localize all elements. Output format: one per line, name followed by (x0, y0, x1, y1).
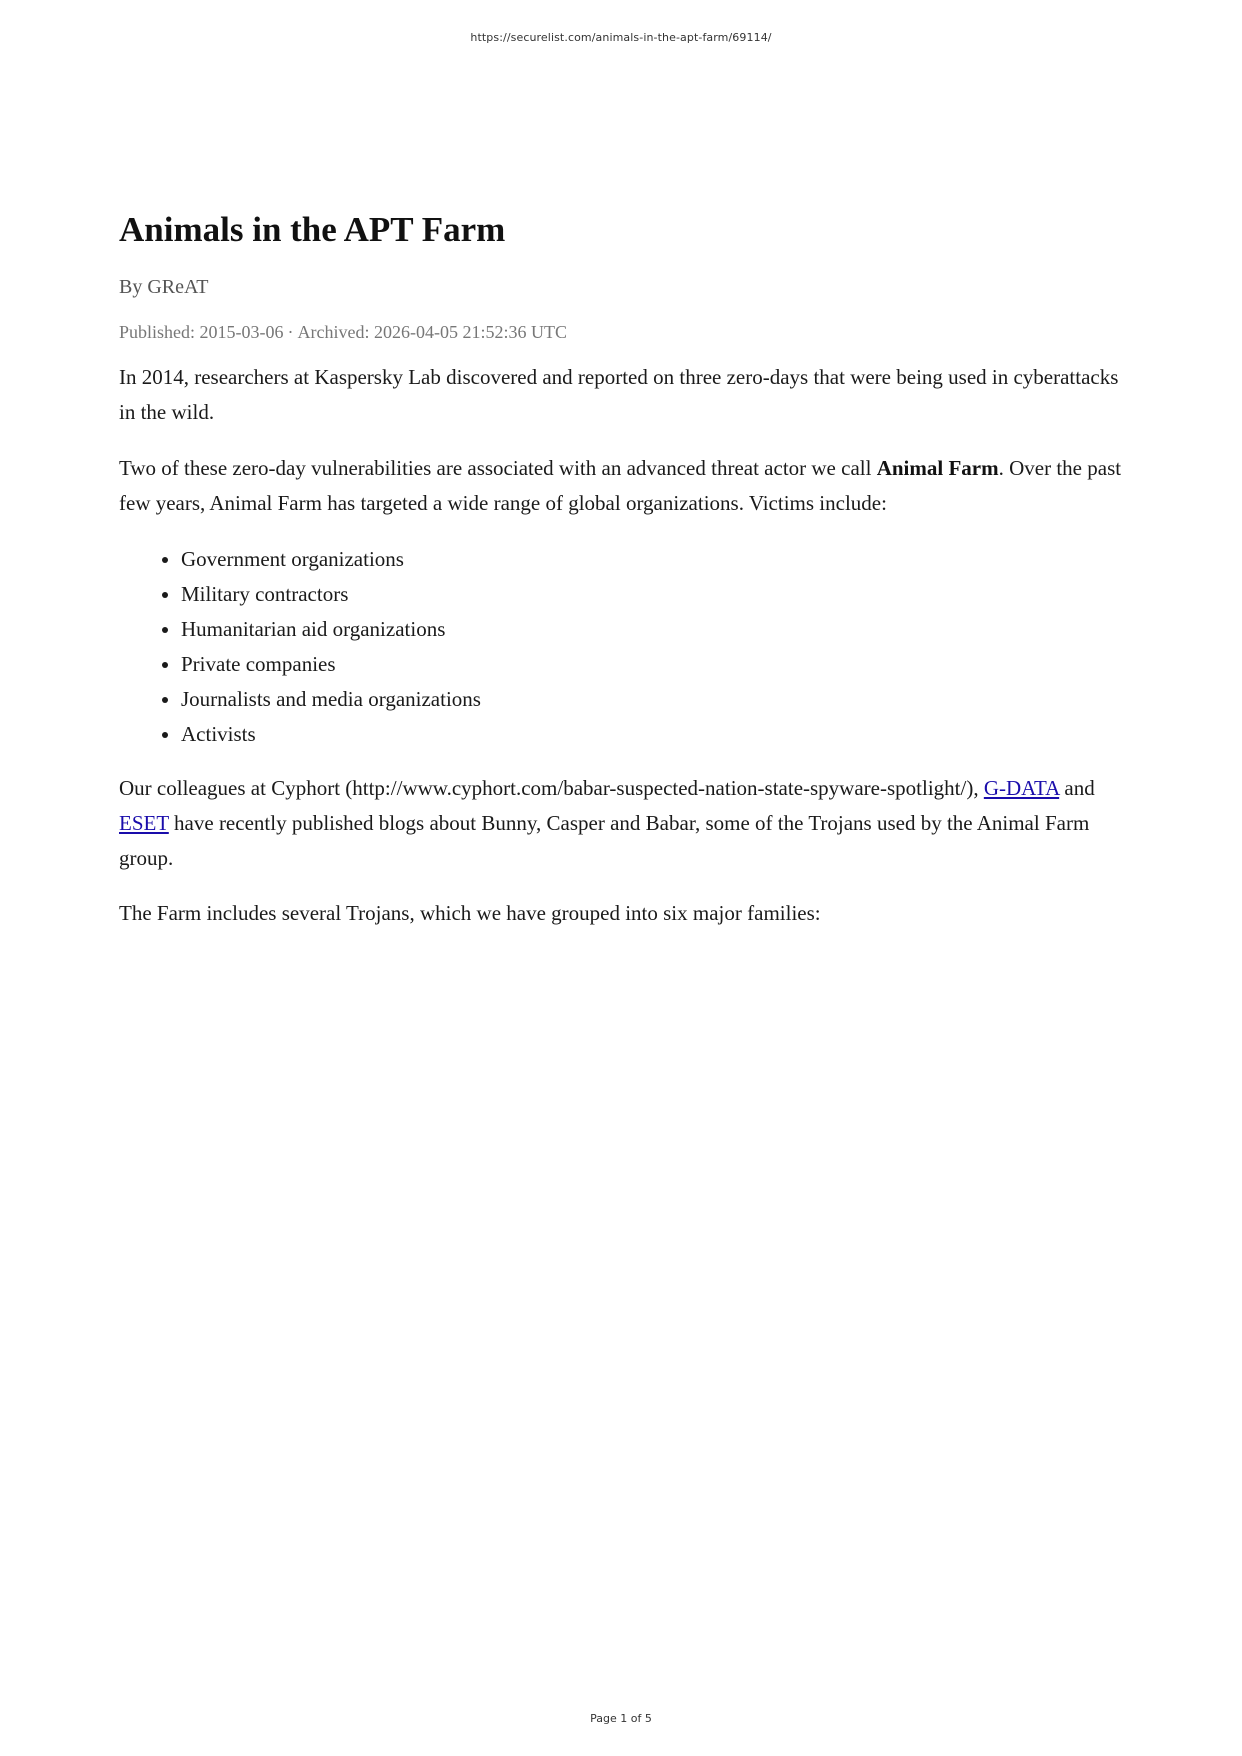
paragraph-animal-farm-before: Two of these zero-day vulnerabilities are associated with an advanced threat actor we call (119, 456, 877, 480)
published-date: Published: 2015-03-06 (119, 322, 284, 342)
paragraph-animal-farm-after: . Over the past few years, Animal Farm has targeted a wide range of global organizations. Victims include: (119, 456, 1122, 515)
list-item: • Military contractors (181, 577, 1129, 612)
article (119, 208, 1129, 931)
paragraph-colleagues-between: and (1059, 776, 1095, 800)
g-data-link[interactable]: G-DATA (983, 776, 1060, 800)
paragraph-colleagues-before: Our colleagues at Cyphort (http://www.cyphort.com/babar-suspected-nation-state-spyware-spotlight/), (119, 776, 984, 800)
page-url-header: https://securelist.com/animals-in-the-apt-farm/69114/ (470, 31, 772, 44)
list-item: • Government organizations (181, 542, 1129, 577)
archived-date: Archived: 2026-04-05 21:52:36 UTC (297, 322, 567, 342)
meta-separator: · (287, 322, 294, 342)
article-title: Animals in the APT Farm (119, 210, 506, 249)
victims-list (119, 542, 1129, 752)
paragraph-animal-farm (119, 451, 1129, 521)
list-item: • Humanitarian aid organizations (181, 612, 1129, 647)
article-meta (119, 320, 1129, 344)
paragraph-families: The Farm includes several Trojans, which we have grouped into six major families: (119, 901, 821, 925)
paragraph-colleagues (119, 771, 1129, 876)
animal-farm-bold: Animal Farm (876, 456, 999, 480)
list-item: • Private companies (181, 647, 1129, 682)
list-item: • Activists (181, 717, 1129, 752)
list-item: • Journalists and media organizations (181, 682, 1129, 717)
paragraph-intro: In 2014, researchers at Kaspersky Lab discovered and reported on three zero-days that were being used in cyberattacks in the wild. (119, 365, 1119, 424)
article-byline: By GReAT (119, 276, 209, 298)
eset-link[interactable]: ESET (119, 811, 169, 835)
page-number: Page 1 of 5 (590, 1712, 652, 1725)
paragraph-colleagues-after: have recently published blogs about Bunny, Casper and Babar, some of the Trojans used by the Animal Farm group. (119, 811, 1090, 870)
